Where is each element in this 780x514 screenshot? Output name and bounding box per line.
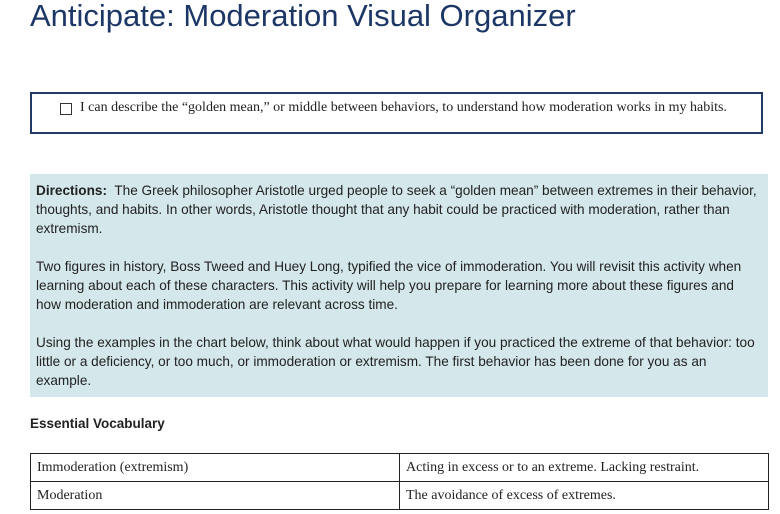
objective-checkbox[interactable]: [60, 103, 72, 115]
vocab-term: Immoderation (extremism): [31, 454, 400, 482]
vocab-definition: Acting in excess or to an extreme. Lacking restraint.: [400, 454, 769, 482]
table-row: [31, 454, 769, 482]
directions-paragraph-3: Using the examples in the chart below, think about what would happen if you practiced the extreme of that behavior: too little or a deficiency, or too much, or immoderation or extremism. The first behavior has been done for you as an example.: [36, 335, 755, 388]
directions-panel: [30, 174, 768, 397]
vocab-definition: The avoidance of excess of extremes.: [400, 482, 769, 510]
vocab-term: Moderation: [31, 482, 400, 510]
learning-objective-box: [30, 92, 763, 134]
table-row: [31, 482, 769, 510]
page-title: Anticipate: Moderation Visual Organizer: [30, 0, 576, 33]
directions-paragraph-2: Two figures in history, Boss Tweed and Huey Long, typified the vice of immoderation. You will revisit this activity when learning about each of these characters. This activity will help you prepare for learning more about these figures and how moderation and immoderation are relevant across time.: [36, 259, 742, 312]
objective-text: I can describe the “golden mean,” or middle between behaviors, to understand how moderation works in my habits.: [80, 100, 727, 115]
directions-paragraph-1: [36, 181, 762, 238]
directions-label: Directions:: [36, 183, 108, 198]
vocabulary-heading: Essential Vocabulary: [30, 416, 165, 431]
objective-row: [60, 100, 747, 116]
vocabulary-table: [30, 453, 769, 510]
directions-text-1: The Greek philosopher Aristotle urged people to seek a “golden mean” between extremes in their behavior, thoughts, and habits. In other words, Aristotle thought that any habit could be practiced with moderation, rather than extremism.: [36, 183, 757, 236]
